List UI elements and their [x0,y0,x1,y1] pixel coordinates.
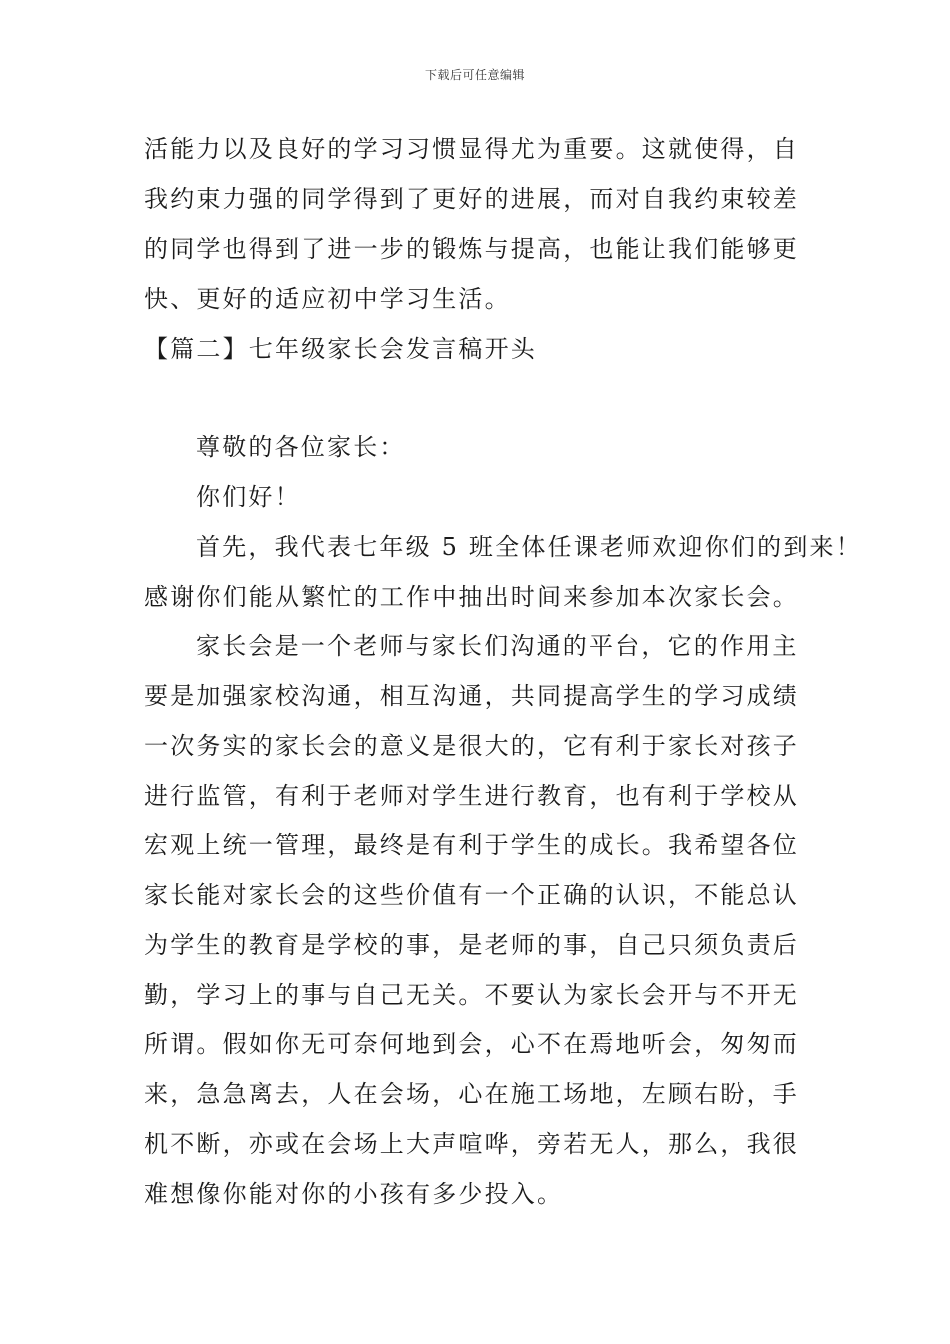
paragraph-line: 为学生的教育是学校的事，是老师的事，自己只须负责后 [144,931,799,959]
paragraph-line: 感谢你们能从繁忙的工作中抽出时间来参加本次家长会。 [144,583,799,611]
paragraph-line: 进行监管，有利于老师对学生进行教育，也有利于学校从 [144,782,799,810]
paragraph-line: 要是加强家校沟通，相互沟通，共同提高学生的学习成绩 [144,682,799,710]
paragraph-line: 所谓。假如你无可奈何地到会，心不在焉地听会，匆匆而 [144,1030,799,1058]
paragraph-line: 难想像你能对你的小孩有多少投入。 [144,1180,564,1208]
paragraph-line: 快、更好的适应初中学习生活。 [144,285,511,313]
paragraph-line: 勤，学习上的事与自己无关。不要认为家长会开与不开无 [144,981,799,1009]
paragraph-line: 一次务实的家长会的意义是很大的，它有利于家长对孩子 [144,732,799,760]
page-header: 下载后可任意编辑 [424,68,525,82]
paragraph-line: 来，急急离去，人在会场，心在施工场地，左顾右盼，手 [144,1080,799,1108]
paragraph-line: 机不断，亦或在会场上大声喧哗，旁若无人，那么，我很 [144,1130,799,1158]
paragraph-line: 宏观上统一管理，最终是有利于学生的成长。我希望各位 [144,831,799,859]
paragraph-line: 家长能对家长会的这些价值有一个正确的认识，不能总认 [144,881,799,909]
greeting: 你们好！ [196,483,301,511]
paragraph-line: 的同学也得到了进一步的锻炼与提高，也能让我们能够更 [144,235,799,263]
paragraph-line: 我约束力强的同学得到了更好的进展，而对自我约束较差 [144,185,799,213]
section-heading: 【篇二】七年级家长会发言稿开头 [144,335,537,363]
paragraph-line: 首先，我代表七年级 5 班全体任课老师欢迎你们的到来！ [196,533,862,561]
paragraph-line: 家长会是一个老师与家长们沟通的平台，它的作用主 [196,632,799,660]
paragraph-line: 活能力以及良好的学习习惯显得尤为重要。这就使得，自 [144,135,799,163]
salutation: 尊敬的各位家长： [196,433,406,461]
